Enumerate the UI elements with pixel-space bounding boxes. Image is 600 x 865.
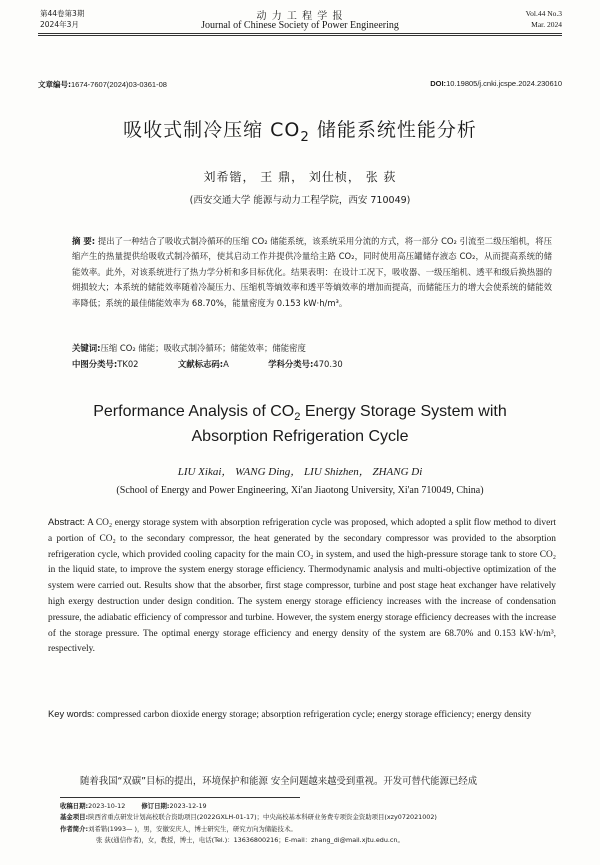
revised-date: 2023-12-19 — [169, 802, 207, 810]
article-number-label: 文章编号: — [38, 80, 71, 89]
article-number — [38, 79, 167, 90]
fund-text: 陕西省重点研发计划高校联合资助项目(2022GXLH-01-17)；中央高校基本科研业务费专项资金资助项目(xzy072021002) — [88, 813, 437, 822]
received-date: 2023-10-12 — [88, 802, 126, 810]
keywords-cn — [72, 341, 552, 356]
date-en: Mar. 2024 — [531, 20, 562, 29]
volume-cn: 第44卷第3期 — [40, 9, 85, 18]
footnote-rule — [60, 797, 300, 798]
affiliation-cn: (西安交通大学 能源与动力工程学院，西安 710049) — [189, 195, 411, 206]
title-en-line1: Performance Analysis of $CO_2$ Energy Storage System with — [93, 403, 507, 424]
keywords-en-label: Key words: — [48, 708, 95, 719]
footnote-fund — [60, 812, 560, 823]
bio-label: 作者简介: — [60, 824, 89, 833]
abstract-cn-text: 提出了一种结合了吸收式制冷循环的压缩 CO₂ 储能系统，该系统采用分流的方式，将一部分 CO₂ 引流至二级压缩机，将压缩产生的热量提供给吸收式制冷循环，使其启动工作并提供冷量给主路 CO₂，同时使用高压罐储存液态 CO₂，从而提高系统的储能效率。此外，对该系统进行了热力学分析和多目标优化。结果表明：在设计工况下，吸收器、一级压缩机、透平和级后换热器的㶲损较大；本系统的储能效率随着冷凝压力、压缩机等熵效率和透平等熵效率的增加而提高，而储能压力的增大会使系统的储能效率降低；系统的最佳储能效率为 68.70%，能量密度为 0.153 kW·h/m³。 — [72, 236, 552, 308]
clc-value: TK02 — [117, 359, 139, 369]
abstract-en — [48, 514, 556, 658]
authors-en: LIU Xikai， WANG Ding， LIU Shizhen， ZHANG Di — [177, 466, 423, 478]
keywords-cn-label: 关键词: — [72, 343, 101, 353]
subject-label: 学科分类号: — [268, 359, 314, 369]
clc-label: 中图分类号: — [72, 359, 118, 369]
title-cn: 吸收式制冷压缩 $CO_2$ 储能系统性能分析 — [123, 119, 477, 145]
doi-value: 10.19805/j.cnki.jcspe.2024.230610 — [446, 79, 562, 88]
doc-code-value: A — [223, 359, 229, 369]
revised-label: 修订日期: — [141, 802, 170, 810]
received-label: 收稿日期: — [60, 802, 89, 810]
header-rule — [38, 33, 562, 34]
authors-cn: 刘希锴， 王 鼎， 刘仕桢， 张 荻 — [203, 170, 397, 184]
keywords-en-text: compressed carbon dioxide energy storage; absorption refrigeration cycle; energy storage efficiency; energy density — [96, 710, 532, 720]
title-en-line2: Absorption Refrigeration Cycle — [191, 428, 409, 445]
affiliation-en: (School of Energy and Power Engineering, Xi'an Jiaotong University, Xi'an 710049, China) — [116, 485, 484, 496]
footnote-corresponding: 张 荻(通信作者)，女，教授，博士，电话(Tel.)：13636800216；E-mail：zhang_di@mail.xjtu.edu.cn。 — [96, 835, 404, 844]
doi — [430, 79, 562, 88]
footnote-bio — [60, 824, 560, 835]
header-rule-2 — [38, 35, 562, 36]
footnote-dates — [60, 801, 560, 812]
abstract-en-label: Abstract: — [48, 516, 85, 527]
doc-code-label: 文献标志码: — [177, 359, 224, 369]
body-intro: 随着我国“双碳”目标的提出，环境保护和能源 安全问题越来越受到重视。开发可替代能源已经成 — [80, 776, 478, 787]
abstract-cn-label: 摘 要: — [72, 236, 96, 246]
keywords-cn-text: 压缩 CO₂ 储能；吸收式制冷循环；储能效率；储能密度 — [100, 343, 306, 353]
article-number-value: 1674-7607(2024)03-0361-08 — [71, 80, 167, 89]
date-cn: 2024年3月 — [40, 20, 79, 29]
footnote — [60, 801, 560, 846]
doi-label: DOI: — [430, 79, 447, 88]
journal-name-en: Journal of Chinese Society of Power Engineering — [201, 20, 399, 31]
subject-value: 470.30 — [313, 359, 343, 369]
abstract-cn — [72, 234, 552, 311]
keywords-en — [48, 706, 556, 724]
abstract-en-text: A CO₂ energy storage system with absorption refrigeration cycle was proposed, which adopted a split flow method to divert a portion of CO₂ to the secondary compressor, the heat generated by the secondary compressor was provided to the absorption refrigeration cycle, which provided cooling capacity for the main CO₂ in system, and used the high-pressure storage tank to store CO₂ in the liquid state, to improve the system energy storage efficiency. Thermodynamic analysis and multi-objective optimization of the system were carried out. Results show that the absorber, first stage compressor, turbine and post stage heat exchanger have relatively high exergy destruction under design condition. The system energy storage efficiency increases with the increase of condensation pressure, the adiabatic efficiency of compressor and turbine. However, the system energy storage efficiency decreases with the increase of the storage pressure. The optimal energy storage efficiency and energy density of the system are 68.70% and 0.153 kW·h/m³, respectively. — [48, 518, 556, 655]
bio-text: 刘希锴(1993— )，男，安徽安庆人，博士研究生，研究方向为储能技术。 — [88, 824, 297, 833]
journal-name-cn: 动 力 工 程 学 报 — [256, 11, 344, 22]
classification-row — [72, 357, 343, 372]
fund-label: 基金项目: — [60, 813, 89, 822]
volume-en: Vol.44 No.3 — [525, 9, 562, 18]
